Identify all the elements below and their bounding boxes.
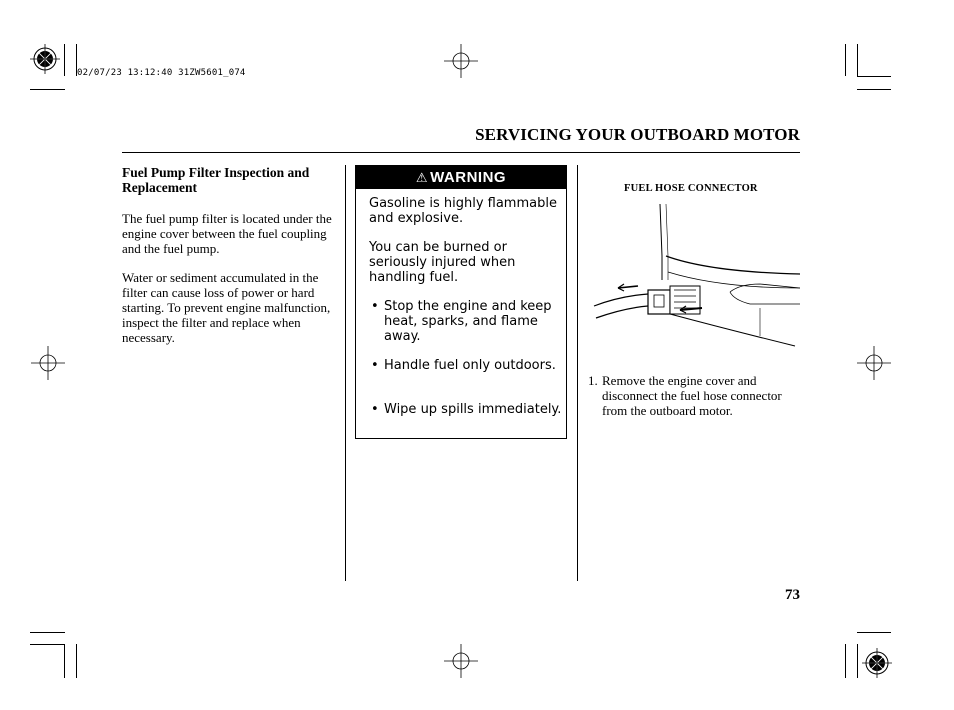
- warning-title: WARNING: [430, 169, 507, 186]
- warning-header: [356, 166, 566, 189]
- crop-mark: [857, 644, 858, 678]
- print-stamp: 02/07/23 13:12:40 31ZW5601_074: [77, 68, 246, 78]
- subsection-heading: Fuel Pump Filter Inspection and Replacement: [122, 165, 310, 195]
- crop-mark: [857, 44, 858, 76]
- crop-mark: [857, 76, 891, 77]
- warning-bullet-text: Handle fuel only outdoors.: [384, 358, 556, 373]
- bullet-dot-icon: •: [371, 402, 379, 417]
- crop-mark: [64, 644, 65, 678]
- warning-bullet-text: Wipe up spills immediately.: [384, 402, 562, 417]
- warning-box: [355, 165, 567, 439]
- crop-mark: [30, 632, 65, 633]
- warning-paragraph: You can be burned or seriously injured when handling fuel.: [369, 240, 516, 285]
- title-rule: [122, 152, 800, 153]
- section-title: SERVICING YOUR OUTBOARD MOTOR: [475, 125, 800, 144]
- crop-mark: [857, 89, 891, 90]
- crop-mark: [76, 644, 77, 678]
- crop-mark: [845, 44, 846, 76]
- crop-mark: [845, 644, 846, 678]
- step-text: Remove the engine cover and disconnect the fuel hose connector from the outboard motor.: [602, 373, 782, 418]
- crop-mark: [857, 632, 891, 633]
- column-divider-left: [345, 165, 346, 581]
- column-divider-right: [577, 165, 578, 581]
- figure-label: FUEL HOSE CONNECTOR: [624, 183, 758, 194]
- bullet-dot-icon: •: [371, 358, 379, 373]
- bullet-dot-icon: •: [371, 299, 379, 314]
- warning-paragraph: Gasoline is highly flammable and explosive.: [369, 196, 557, 226]
- crop-mark: [64, 44, 65, 76]
- paragraph: Water or sediment accumulated in the filter can cause loss of power or hard starting. To prevent engine malfunction, inspect the filter and replace when necessary.: [122, 270, 331, 345]
- warning-triangle-icon: ⚠: [415, 170, 429, 185]
- crop-mark: [30, 89, 65, 90]
- page-number: 73: [785, 587, 800, 603]
- warning-bullet-text: Stop the engine and keep heat, sparks, and flame away.: [384, 299, 552, 344]
- step-number: 1.: [588, 373, 598, 388]
- paragraph: The fuel pump filter is located under the engine cover between the fuel coupling and the fuel pump.: [122, 211, 332, 256]
- crop-mark: [30, 644, 65, 645]
